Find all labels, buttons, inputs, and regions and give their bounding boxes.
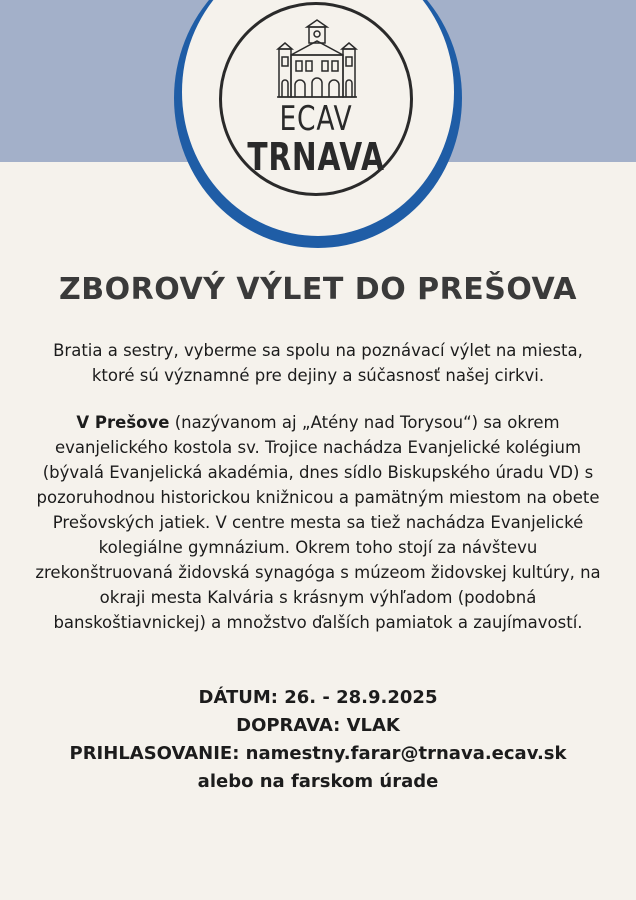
info-signup: PRIHLASOVANIE: namestny.farar@trnava.ecav.sk <box>69 743 567 764</box>
page-title: ZBOROVÝ VÝLET DO PREŠOVA <box>59 272 577 307</box>
body-text: (nazývanom aj „Atény nad Torysou“) sa okrem evanjelického kostola sv. Trojice nachádza Evanjelické kolégium (bývalá Evanjelická akadémia, dnes sídlo Biskupského úradu VD) s pozoruhodnou historickou knižnicou a pamätným miestom na obete Prešovských jatiek. V centre mesta sa tiež nachádza Evanjelické kolegiálne gymnázium. Okrem toho stojí za návštevu zrekonštruovaná židovská synagóga s múzeom židovskej kultúry, na okraji mesta Kalvária s krásnym výhľadom (podobná banskoštiavnickej) a množstvo ďalších pamiatok a zaujímavostí. <box>35 413 601 632</box>
body-paragraph <box>30 410 606 635</box>
church-building-icon <box>275 19 359 101</box>
info-signup-alt: alebo na farskom úrade <box>197 771 439 792</box>
ecav-trnava-logo <box>219 2 413 196</box>
info-date: DÁTUM: 26. - 28.9.2025 <box>198 687 438 708</box>
body-lead: V Prešove <box>76 413 170 432</box>
logo-text-ecav: ECAV <box>279 99 353 139</box>
logo-text-trnava: TRNAVA <box>247 135 385 179</box>
intro-paragraph: Bratia a sestry, vyberme sa spolu na poznávací výlet na miesta, ktoré sú významné pre dejiny a súčasnosť našej cirkvi. <box>53 341 583 385</box>
info-transport: DOPRAVA: VLAK <box>236 715 400 736</box>
